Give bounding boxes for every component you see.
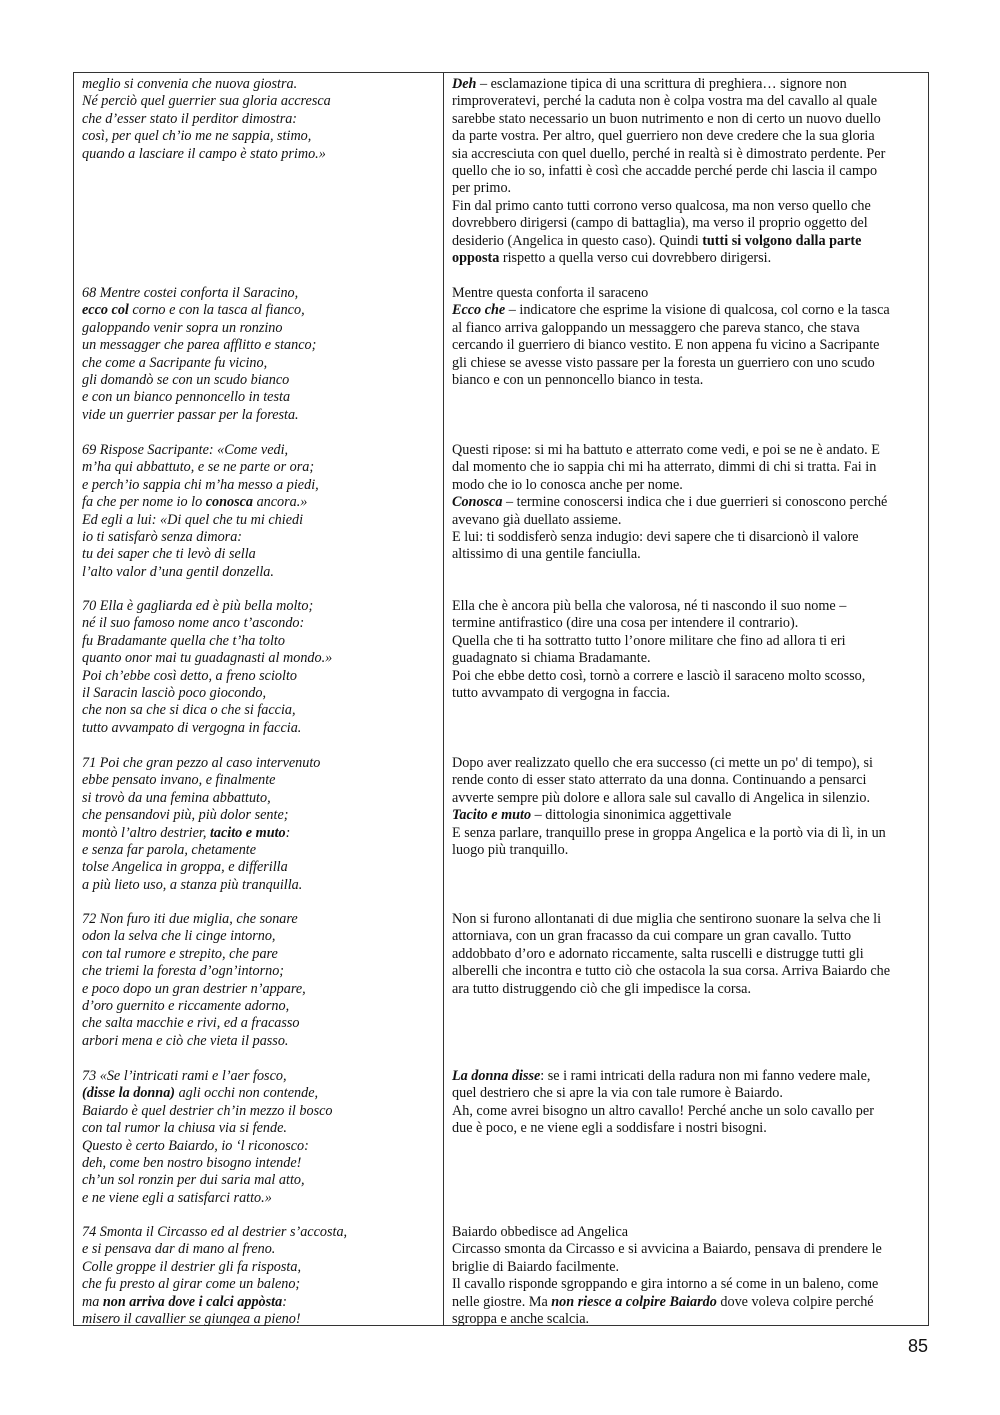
stanza-verse <box>82 285 437 424</box>
verse-text: m’ha qui abbattuto, e se ne parte or ora; <box>82 459 315 476</box>
verse-text: montò l’altro destrier, <box>82 824 210 841</box>
verse-text: agli occhi non contende, <box>175 1085 319 1102</box>
commentary-text: nelle giostre. Ma <box>452 1293 552 1310</box>
stanza-verse <box>82 911 437 1050</box>
verse-text: e poco dopo un gran destrier n’appare, <box>82 980 306 997</box>
verse-line <box>82 302 437 319</box>
commentary-line <box>452 494 924 511</box>
verse-text: Questo è certo Baiardo, io ‘l riconosco: <box>82 1137 309 1154</box>
verse-text: tolse Angelica in groppa, e differilla <box>82 859 288 876</box>
verse-line <box>82 1294 437 1311</box>
commentary-text: – termine conoscersi indica che i due guerrieri si conoscono perché <box>502 494 888 511</box>
commentary-text: ara tutto distruggendo ciò che gli impedisce la corsa. <box>452 980 752 997</box>
verse-text: né il suo famoso nome anco t’ascondo: <box>82 615 305 632</box>
verse-line <box>82 807 437 824</box>
commentary-line <box>452 546 924 563</box>
commentary-text: gli chiese se avesse visto passare per la foresta un guerriero con uno scudo <box>452 354 875 371</box>
verse-text: con tal rumor la chiusa via si fende. <box>82 1120 287 1137</box>
commentary-line <box>452 1276 924 1293</box>
commentary-text: alberelli che incontra e tutto ciò che ostacola la sua corsa. Arriva Baiardo che <box>452 963 891 980</box>
verse-line <box>82 372 437 389</box>
verse-text: Poi ch’ebbe così detto, a freno sciolto <box>82 667 297 684</box>
verse-line <box>82 1172 437 1189</box>
verse-text: che pensandovi più, più dolor sente; <box>82 807 289 824</box>
verse-line <box>82 1033 437 1050</box>
verse-line <box>82 615 437 632</box>
verse-line <box>82 494 437 511</box>
verse-text: così, per quel ch’io me ne sappia, stimo, <box>82 128 312 145</box>
commentary-line <box>452 146 924 163</box>
verse-text: 69 Rispose Sacripante: «Come vedi, <box>82 442 289 458</box>
verse-line <box>82 477 437 494</box>
commentary-line <box>452 198 924 215</box>
commentary-text: al fianco arriva galoppando un messaggero che pareva stanco, che stava <box>452 319 860 336</box>
commentary-line <box>452 1120 924 1137</box>
verse-line <box>82 1190 437 1207</box>
verse-text: vide un guerrier passar per la foresta. <box>82 406 299 423</box>
commentary-line <box>452 1103 924 1120</box>
commentary-line <box>452 477 924 494</box>
commentary-text: Mentre questa conforta il saraceno <box>452 285 649 301</box>
commentary-line <box>452 337 924 354</box>
commentary-line <box>452 163 924 180</box>
verse-line <box>82 1311 437 1328</box>
commentary-line <box>452 372 924 389</box>
verse-line <box>82 998 437 1015</box>
verse-line <box>82 1259 437 1276</box>
commentary-text: sgroppa e anche scalcia. <box>452 1311 590 1328</box>
verse-line <box>82 76 437 93</box>
verse-text: d’oro guernito e riccamente adorno, <box>82 998 290 1015</box>
emphasis-text: (disse la donna) <box>82 1085 176 1102</box>
verse-text: ebbe pensato invano, e finalmente <box>82 772 276 789</box>
verse-line <box>82 529 437 546</box>
commentary-text: E senza parlare, tranquillo prese in groppa Angelica e la portò via di lì, in un <box>452 824 886 841</box>
verse-text: 68 Mentre costei conforta il Saracino, <box>82 285 299 301</box>
verse-text: che fu presto al girar come un baleno; <box>82 1276 301 1293</box>
verse-text: 71 Poi che gran pezzo al caso intervenuto <box>82 755 321 771</box>
verse-text: quanto onor mai tu guadagnasti al mondo.» <box>82 650 333 667</box>
verse-line <box>82 320 437 337</box>
emphasis-text: Conosca <box>452 494 503 511</box>
verse-line <box>82 442 437 459</box>
verse-text: fa che per nome io lo <box>82 494 206 511</box>
verse-line <box>82 702 437 719</box>
commentary-text: luogo più tranquillo. <box>452 842 569 859</box>
commentary-text: Ah, come avrei bisogno un altro cavallo! Perché anche un solo cavallo per <box>452 1102 874 1119</box>
verse-text: corno e con la tasca al fianco, <box>128 302 305 319</box>
stanza-verse <box>82 1224 437 1328</box>
verse-text: l’alto valor d’una gentil donzella. <box>82 563 274 580</box>
verse-line <box>82 790 437 807</box>
commentary-line <box>452 512 924 529</box>
commentary-line <box>452 285 924 302</box>
commentary-line <box>452 250 924 267</box>
verse-line <box>82 285 437 302</box>
verse-text: e senza far parola, chetamente <box>82 842 257 859</box>
verse-text: io ti satisfarò senza dimora: <box>82 529 243 546</box>
verse-text: 72 Non furo iti due miglia, che sonare <box>82 911 298 927</box>
stanza-commentary <box>452 1224 924 1328</box>
commentary-line <box>452 320 924 337</box>
verse-text: Ed egli a lui: «Di quel che tu mi chiedi <box>82 511 304 528</box>
commentary-line <box>452 842 924 859</box>
verse-commentary-table <box>73 72 929 1326</box>
commentary-line <box>452 1259 924 1276</box>
verse-line <box>82 1015 437 1032</box>
commentary-line <box>452 93 924 110</box>
commentary-text: : se i rami intricati della radura non mi fanno vedere male, <box>540 1068 871 1084</box>
commentary-line <box>452 911 924 928</box>
commentary-text: Non si furono allontanati di due miglia che sentirono suonare la selva che li <box>452 911 882 927</box>
commentary-line <box>452 668 924 685</box>
emphasis-text: tacito e muto <box>209 824 286 841</box>
verse-line <box>82 1068 437 1085</box>
commentary-line <box>452 215 924 232</box>
commentary-line <box>452 615 924 632</box>
emphasis-text: Deh <box>452 76 477 92</box>
stanza-verse <box>82 1068 437 1207</box>
commentary-line <box>452 1085 924 1102</box>
verse-text: e si pensava dar di mano al freno. <box>82 1241 276 1258</box>
stanza-verse <box>82 755 437 894</box>
verse-text: ch’un sol ronzin per dui saria mal atto, <box>82 1172 305 1189</box>
commentary-text: Circasso smonta da Circasso e si avvicina a Baiardo, pensava di prendere le <box>452 1241 882 1258</box>
commentary-text: due è poco, e ne viene egli a soddisfare i nostri bisogni. <box>452 1120 767 1137</box>
commentary-text: dove voleva colpire perché <box>716 1293 874 1310</box>
verse-line <box>82 512 437 529</box>
stanza-commentary <box>452 755 924 859</box>
commentary-text: rispetto a quella verso cui dovrebbero dirigersi. <box>499 250 772 267</box>
verse-line <box>82 146 437 163</box>
verse-line <box>82 685 437 702</box>
stanza-verse <box>82 76 437 163</box>
verse-text: gli domandò se con un scudo bianco <box>82 372 290 389</box>
verse-line <box>82 546 437 563</box>
verse-text: Baiardo è quel destrier ch’in mezzo il bosco <box>82 1102 333 1119</box>
emphasis-text: conosca <box>205 494 254 511</box>
verse-line <box>82 389 437 406</box>
commentary-line <box>452 825 924 842</box>
stanza-verse <box>82 442 437 581</box>
verse-text: galoppando venir sopra un ronzino <box>82 319 283 336</box>
commentary-line <box>452 946 924 963</box>
verse-line <box>82 1276 437 1293</box>
commentary-line <box>452 685 924 702</box>
emphasis-text: La donna disse <box>452 1068 541 1084</box>
emphasis-text: non riesce a colpire Baiardo <box>551 1293 717 1310</box>
commentary-text: quel destriero che si apre la via con tale rumore è Baiardo. <box>452 1085 783 1102</box>
commentary-line <box>452 459 924 476</box>
commentary-line <box>452 1241 924 1258</box>
commentary-text: Dopo aver realizzato quello che era successo (ci mette un po' di tempo), si <box>452 755 873 771</box>
verse-text: Né perciò quel guerrier sua gloria accresca <box>82 93 331 110</box>
verse-line <box>82 1085 437 1102</box>
commentary-text: avverte sempre più dolore e allora sale sul cavallo di Angelica in silenzio. <box>452 789 870 806</box>
commentary-text: dal momento che io sappia chi mi ha atterrato, dimmi di chi si tratta. Fai in <box>452 459 877 476</box>
stanza-verse <box>82 598 437 737</box>
commentary-line <box>452 529 924 546</box>
verse-line <box>82 564 437 581</box>
commentary-text: da parte vostra. Per altro, quel guerriero non deve credere che la sua gloria <box>452 128 875 145</box>
commentary-text: – dittologia sinonimica aggettivale <box>531 807 732 824</box>
commentary-text: rimproveratevi, perché la caduta non è colpa vostra ma del cavallo al quale <box>452 93 878 110</box>
commentary-text: tutto avvampato di vergogna in faccia. <box>452 685 670 702</box>
verse-text: meglio si convenia che nuova giostra. <box>82 76 298 92</box>
commentary-line <box>452 355 924 372</box>
commentary-text: dovrebbero dirigersi (campo di battaglia), ma verso il proprio oggetto del <box>452 215 868 232</box>
commentary-text: modo che io lo conosca anche per nome. <box>452 476 683 493</box>
verse-text: 74 Smonta il Circasso ed al destrier s’accosta, <box>82 1224 348 1240</box>
commentary-text: cercando il guerriero di bianco vestito. E non appena fu vicino a Sacripante <box>452 337 880 354</box>
commentary-line <box>452 633 924 650</box>
commentary-text: Baiardo obbedisce ad Angelica <box>452 1224 629 1240</box>
stanza-commentary <box>452 598 924 702</box>
verse-text: odon la selva che li cinge intorno, <box>82 928 276 945</box>
stanza-commentary <box>452 442 924 564</box>
verse-line <box>82 877 437 894</box>
commentary-text: avevano già duellato assieme. <box>452 511 622 528</box>
verse-line <box>82 842 437 859</box>
verse-line <box>82 407 437 424</box>
commentary-line <box>452 1068 924 1085</box>
commentary-text: Fin dal primo canto tutti corrono verso qualcosa, ma non verso quello che <box>452 197 871 214</box>
emphasis-text: ecco col <box>82 302 129 319</box>
commentary-text: quello che io so, infatti è così che accadde perché perde chi lascia il campo <box>452 163 878 180</box>
stanza-commentary <box>452 911 924 998</box>
commentary-line <box>452 598 924 615</box>
verse-line <box>82 1224 437 1241</box>
emphasis-text: Ecco che <box>452 302 506 319</box>
verse-text: che non sa che si dica o che si faccia, <box>82 702 296 719</box>
verse-text: e con un bianco pennoncello in testa <box>82 389 291 406</box>
verse-line <box>82 755 437 772</box>
verse-line <box>82 825 437 842</box>
verse-line <box>82 355 437 372</box>
emphasis-text: Tacito e muto <box>452 807 532 824</box>
verse-text: che come a Sacripante fu vicino, <box>82 354 268 371</box>
verse-text: e perch’io sappia chi m’ha messo a piedi, <box>82 476 319 493</box>
commentary-line <box>452 128 924 145</box>
verse-line <box>82 598 437 615</box>
verse-text: tu dei saper che ti levò di sella <box>82 546 256 563</box>
verse-text: : <box>285 824 291 841</box>
commentary-line <box>452 755 924 772</box>
commentary-line <box>452 180 924 197</box>
commentary-text: E lui: ti soddisferò senza indugio: devi sapere che ti disarcionò il valore <box>452 529 859 546</box>
verse-line <box>82 772 437 789</box>
verse-line <box>82 928 437 945</box>
verse-line <box>82 650 437 667</box>
verse-text: : <box>282 1293 287 1310</box>
commentary-text: – indicatore che esprime la visione di qualcosa, col corno e la tasca <box>505 302 890 319</box>
verse-line <box>82 1120 437 1137</box>
verse-line <box>82 1241 437 1258</box>
commentary-line <box>452 1224 924 1241</box>
verse-line <box>82 93 437 110</box>
commentary-line <box>452 981 924 998</box>
verse-text: Colle groppe il destrier gli fa risposta, <box>82 1258 301 1275</box>
verse-text: quando a lasciare il campo è stato primo.» <box>82 145 326 162</box>
verse-text: deh, come ben nostro bisogno intende! <box>82 1155 302 1172</box>
verse-text: che salta macchie e rivi, ed a fracasso <box>82 1015 300 1032</box>
commentary-line <box>452 442 924 459</box>
commentary-text: termine antifrastico (dire una cosa per intendere il contrario). <box>452 615 799 632</box>
commentary-text: sia accresciuta con quel duello, perché in realtà si è dimostrato perdente. Per <box>452 145 886 162</box>
commentary-text: attorniava, con un gran fracasso da cui compare un gran cavallo. Tutto <box>452 928 852 945</box>
verse-line <box>82 981 437 998</box>
verse-line <box>82 1103 437 1120</box>
column-divider <box>443 73 444 1325</box>
verse-line <box>82 946 437 963</box>
verse-line <box>82 1138 437 1155</box>
verse-line <box>82 911 437 928</box>
verse-text: a più lieto uso, a stanza più tranquilla. <box>82 876 303 893</box>
stanza-commentary <box>452 1068 924 1138</box>
commentary-line <box>452 807 924 824</box>
commentary-text: sarebbe stato necessario un buon nutrimento e non di certo un nuovo duello <box>452 110 881 127</box>
commentary-line <box>452 302 924 319</box>
emphasis-text: non arriva dove i calci appòsta <box>102 1293 283 1310</box>
verse-line <box>82 459 437 476</box>
verse-text: arbori mena e ciò che vieta il passo. <box>82 1032 289 1049</box>
verse-text: un messagger che parea afflitto e stanco; <box>82 337 317 354</box>
verse-line <box>82 720 437 737</box>
stanza-commentary <box>452 285 924 389</box>
stanza-commentary <box>452 76 924 267</box>
commentary-text: Poi che ebbe detto così, tornò a correre e lasciò il saraceno molto scosso, <box>452 667 866 684</box>
commentary-text: guadagnato si chiama Bradamante. <box>452 650 651 667</box>
commentary-text: altissimo di una gentile fanciulla. <box>452 546 641 563</box>
commentary-line <box>452 1294 924 1311</box>
commentary-line <box>452 233 924 250</box>
commentary-text: desiderio (Angelica in questo caso). Quindi <box>452 232 703 249</box>
verse-text: che d’esser stato il perditor dimostra: <box>82 110 298 127</box>
commentary-text: Ella che è ancora più bella che valorosa, né ti nascondo il suo nome – <box>452 598 847 614</box>
verse-line <box>82 633 437 650</box>
commentary-text: Il cavallo risponde sgroppando e gira intorno a sé come in un baleno, come <box>452 1276 879 1293</box>
commentary-text: addobbato d’oro e adornato riccamente, salta ruscelli e distrugge tutti gli <box>452 945 864 962</box>
verse-line <box>82 337 437 354</box>
verse-text: e ne viene egli a satisfarci ratto.» <box>82 1189 272 1206</box>
verse-text: si trovò da una femina abbattuto, <box>82 789 271 806</box>
verse-text: ancora.» <box>253 494 308 511</box>
verse-text: 70 Ella è gagliarda ed è più bella molto; <box>82 598 314 614</box>
verse-text: 73 «Se l’intricati rami e l’aer fosco, <box>82 1068 287 1084</box>
emphasis-text: opposta <box>452 250 500 267</box>
verse-text: che triemi la foresta d’ogn’intorno; <box>82 963 285 980</box>
commentary-text: Quella che ti ha sottratto tutto l’onore militare che fino ad allora ti eri <box>452 632 846 649</box>
verse-text: misero il cavallier se giungea a pieno! <box>82 1311 301 1328</box>
commentary-line <box>452 111 924 128</box>
verse-line <box>82 963 437 980</box>
commentary-line <box>452 963 924 980</box>
verse-text: con tal rumore e strepito, che pare <box>82 945 278 962</box>
commentary-text: briglie di Baiardo facilmente. <box>452 1258 620 1275</box>
commentary-line <box>452 650 924 667</box>
commentary-line <box>452 772 924 789</box>
commentary-text: Questi ripose: si mi ha battuto e atterrato come vedi, e poi se ne è andato. E <box>452 442 880 458</box>
commentary-line <box>452 76 924 93</box>
commentary-text: per primo. <box>452 180 512 197</box>
verse-line <box>82 1155 437 1172</box>
commentary-text: – esclamazione tipica di una scrittura di preghiera… signore non <box>476 76 847 92</box>
verse-line <box>82 859 437 876</box>
verse-text: tutto avvampato di vergogna in faccia. <box>82 719 302 736</box>
verse-line <box>82 111 437 128</box>
verse-text: ma <box>82 1293 103 1310</box>
commentary-line <box>452 928 924 945</box>
commentary-line <box>452 790 924 807</box>
verse-text: il Saracin lasciò poco giocondo, <box>82 685 267 702</box>
verse-line <box>82 668 437 685</box>
page-number: 85 <box>907 1336 928 1356</box>
commentary-text: bianco e con un pennoncello bianco in testa. <box>452 372 704 389</box>
verse-text: fu Bradamante quella che t’ha tolto <box>82 632 285 649</box>
verse-line <box>82 128 437 145</box>
emphasis-text: tutti si volgono dalla parte <box>702 232 862 249</box>
commentary-line <box>452 1311 924 1328</box>
commentary-text: rende conto di esser stato atterrato da una donna. Continuando a pensarci <box>452 772 867 789</box>
